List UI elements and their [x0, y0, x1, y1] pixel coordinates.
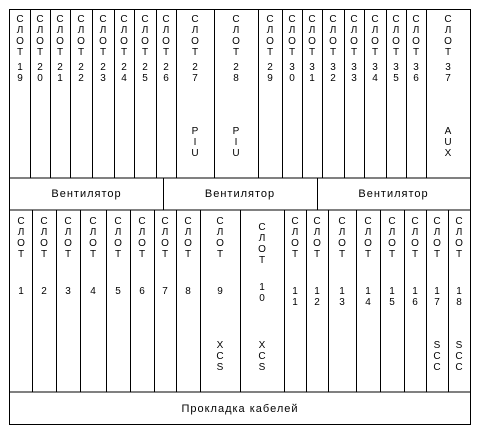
- slot-label-top: С Л О Т: [99, 14, 107, 58]
- slot-number-bottom: 1 1: [292, 286, 298, 308]
- slot-label-bottom: С Л О Т: [64, 216, 72, 260]
- slot-number-bottom: 1 5: [389, 286, 395, 308]
- slot-number-bottom: 6: [139, 286, 145, 297]
- slot-label-top: С Л О Т: [266, 14, 274, 58]
- slot-label-top: С Л О Т: [162, 14, 170, 58]
- slot-number-bottom: 1 2: [314, 286, 320, 308]
- slot-label-bottom: С Л О Т: [338, 216, 346, 260]
- slot-number-top: 1 9: [17, 62, 23, 84]
- slot-number-top: 3 3: [351, 62, 357, 84]
- slot-label-top: С Л О Т: [16, 14, 24, 58]
- slot-label-top: С Л О Т: [232, 14, 240, 58]
- slot-label-bottom: С Л О Т: [184, 216, 192, 260]
- slot-label-top: С Л О Т: [329, 14, 337, 58]
- slot-label-bottom: С Л О Т: [388, 216, 396, 260]
- slot-number-top: 3 6: [413, 62, 419, 84]
- slot-number-top: 3 4: [372, 62, 378, 84]
- slot-extra-top: P I U: [191, 126, 199, 159]
- slot-extra-bottom: S C C: [455, 340, 463, 373]
- slot-number-top: 2 9: [267, 62, 273, 84]
- slot-label-top: С Л О Т: [288, 14, 296, 58]
- slot-number-bottom: 3: [65, 286, 71, 297]
- slot-label-top: С Л О Т: [371, 14, 379, 58]
- slot-label-top: С Л О Т: [56, 14, 64, 58]
- slot-label-bottom: С Л О Т: [216, 216, 224, 260]
- slot-number-bottom: 1 3: [339, 286, 345, 308]
- slot-extra-bottom: X C S: [258, 340, 266, 373]
- slot-number-top: 2 7: [192, 62, 198, 84]
- fan-label: Вентилятор: [51, 188, 122, 200]
- slot-number-top: 3 5: [393, 62, 399, 84]
- slot-number-bottom: 1: [18, 286, 24, 297]
- slot-extra-bottom: S C C: [433, 340, 441, 373]
- slot-label-top: С Л О Т: [191, 14, 199, 58]
- slot-number-bottom: 1 8: [456, 286, 462, 308]
- slot-number-top: 2 3: [100, 62, 106, 84]
- slot-label-bottom: С Л О Т: [364, 216, 372, 260]
- slot-label-top: С Л О Т: [141, 14, 149, 58]
- cable-tray-label: Прокладка кабелей: [181, 403, 299, 415]
- slot-label-top: С Л О Т: [350, 14, 358, 58]
- slot-number-bottom: 5: [115, 286, 121, 297]
- slot-label-bottom: С Л О Т: [291, 216, 299, 260]
- slot-number-top: 2 4: [121, 62, 127, 84]
- slot-number-top: 3 7: [445, 62, 451, 84]
- slot-label-top: С Л О Т: [392, 14, 400, 58]
- slot-label-bottom: С Л О Т: [40, 216, 48, 260]
- slot-number-top: 2 0: [37, 62, 43, 84]
- slot-label-top: С Л О Т: [308, 14, 316, 58]
- slot-number-bottom: 9: [217, 286, 223, 297]
- slot-number-bottom: 1 4: [365, 286, 371, 308]
- slot-extra-bottom: X C S: [216, 340, 224, 373]
- slot-number-top: 3 1: [309, 62, 315, 84]
- slot-label-bottom: С Л О Т: [161, 216, 169, 260]
- slot-number-top: 2 2: [78, 62, 84, 84]
- slot-number-bottom: 8: [185, 286, 191, 297]
- slot-label-top: С Л О Т: [36, 14, 44, 58]
- slot-number-top: 2 8: [233, 62, 239, 84]
- slot-label-bottom: С Л О Т: [138, 216, 146, 260]
- slot-label-bottom: С Л О Т: [17, 216, 25, 260]
- slot-number-top: 2 1: [57, 62, 63, 84]
- slot-number-bottom: 1 6: [412, 286, 418, 308]
- slot-label-bottom: С Л О Т: [258, 222, 266, 266]
- slot-number-bottom: 7: [162, 286, 168, 297]
- slot-label-bottom: С Л О Т: [89, 216, 97, 260]
- slot-label-bottom: С Л О Т: [411, 216, 419, 260]
- slot-number-top: 3 0: [289, 62, 295, 84]
- slot-label-top: С Л О Т: [77, 14, 85, 58]
- slot-label-bottom: С Л О Т: [313, 216, 321, 260]
- slot-number-bottom: 2: [41, 286, 47, 297]
- slot-label-bottom: С Л О Т: [455, 216, 463, 260]
- slot-number-top: 3 2: [330, 62, 336, 84]
- slot-number-bottom: 1 7: [434, 286, 440, 308]
- slot-number-top: 2 6: [163, 62, 169, 84]
- slot-label-bottom: С Л О Т: [114, 216, 122, 260]
- fan-label: Вентилятор: [204, 188, 276, 200]
- slot-number-top: 2 5: [142, 62, 148, 84]
- slot-label-top: С Л О Т: [444, 14, 452, 58]
- fan-label: Вентилятор: [358, 188, 429, 200]
- slot-extra-top: A U X: [444, 126, 452, 159]
- slot-extra-top: P I U: [232, 126, 240, 159]
- slot-number-bottom: 1 0: [259, 282, 265, 304]
- slot-label-top: С Л О Т: [120, 14, 128, 58]
- slot-label-bottom: С Л О Т: [433, 216, 441, 260]
- slot-number-bottom: 4: [90, 286, 96, 297]
- slot-label-top: С Л О Т: [412, 14, 420, 58]
